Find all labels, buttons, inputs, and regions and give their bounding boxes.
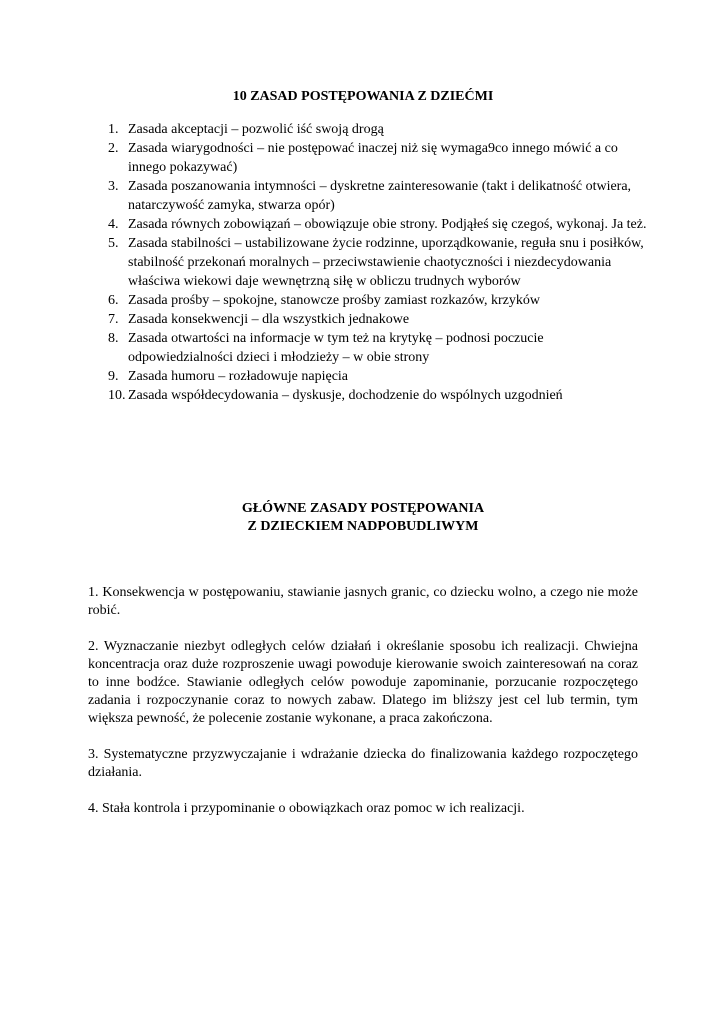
list-item-text: Zasada humoru – rozładowuje napięcia xyxy=(128,369,349,384)
list-item-text: Zasada równych zobowiązań – obowiązuje obie strony. Podjąłeś się czegoś, wykonaj. Ja też. xyxy=(128,217,647,232)
list-item xyxy=(88,120,648,139)
list-item-number: 6. xyxy=(108,293,119,308)
list-item-number: 1. xyxy=(108,122,119,137)
list-item-number: 10. xyxy=(108,388,126,403)
paragraphs xyxy=(88,584,638,836)
list-item xyxy=(88,367,648,386)
list-item-text: Zasada otwartości na informacje w tym też na krytykę – podnosi poczucie odpowiedzialności dzieci i młodzieży – w obie strony xyxy=(128,331,544,365)
list-item-number: 4. xyxy=(108,217,119,232)
list-item xyxy=(88,234,648,291)
list-item-text: Zasada stabilności – ustabilizowane życie rodzinne, uporządkowanie, reguła snu i posiłków, stabilność przekonań moralnych – przeciwstawienie chaotyczności i niezdecydowania właściwa wiekowi daje wewnętrzną siłę w obliczu trudnych wyborów xyxy=(128,236,644,289)
list-item xyxy=(88,215,648,234)
rules-list xyxy=(88,120,648,405)
list-item-text: Zasada konsekwencji – dla wszystkich jednakowe xyxy=(128,312,410,327)
list-item xyxy=(88,386,648,405)
list-item xyxy=(88,291,648,310)
document-title: 10 ZASAD POSTĘPOWANIA Z DZIEĆMI xyxy=(232,89,494,104)
list-item-number: 5. xyxy=(108,236,119,251)
paragraph: 4. Stała kontrola i przypominanie o obowiązkach oraz pomoc w ich realizacji. xyxy=(88,801,525,816)
list-item-text: Zasada poszanowania intymności – dyskretne zainteresowanie (takt i delikatność otwiera, natarczywość zamyka, stwarza opór) xyxy=(128,179,632,213)
list-item xyxy=(88,177,648,215)
list-item-text: Zasada współdecydowania – dyskusje, dochodzenie do wspólnych uzgodnień xyxy=(128,388,563,403)
paragraph: 3. Systematyczne przyzwyczajanie i wdrażanie dziecka do finalizowania każdego rozpoczętego działania. xyxy=(88,747,638,780)
list-item-number: 9. xyxy=(108,369,119,384)
list-item-number: 7. xyxy=(108,312,119,327)
paragraph: 1. Konsekwencja w postępowaniu, stawianie jasnych granic, co dziecku wolno, a czego nie może robić. xyxy=(88,585,638,618)
list-item-text: Zasada akceptacji – pozwolić iść swoją drogą xyxy=(128,122,384,137)
section-title xyxy=(88,500,638,536)
list-item xyxy=(88,310,648,329)
list-item-number: 8. xyxy=(108,331,119,346)
list-item-text: Zasada prośby – spokojne, stanowcze prośby zamiast rozkazów, krzyków xyxy=(128,293,540,308)
list-item xyxy=(88,139,648,177)
paragraph: 2. Wyznaczanie niezbyt odległych celów działań i określanie sposobu ich realizacji. Chwiejna koncentracja oraz duże rozproszenie uwagi powoduje kierowanie swoich zainteresowań na coraz to inne bodźce. Stawianie odległych celów powoduje zapominanie, porzucanie rozpoczętego zadania i rozpoczynanie coraz to nowych zabaw. Dlatego im bliższy jest cel lub termin, tym większa pewność, że polecenie zostanie wykonane, a praca zakończona. xyxy=(88,639,638,726)
list-item-number: 3. xyxy=(108,179,119,194)
section-title-line1: GŁÓWNE ZASADY POSTĘPOWANIA xyxy=(241,501,485,516)
list-item xyxy=(88,329,648,367)
section-title-line2: Z DZIECKIEM NADPOBUDLIWYM xyxy=(247,519,479,534)
list-item-number: 2. xyxy=(108,141,119,156)
list-item-text: Zasada wiarygodności – nie postępować inaczej niż się wymaga9co innego mówić a co innego pokazywać) xyxy=(128,141,618,175)
